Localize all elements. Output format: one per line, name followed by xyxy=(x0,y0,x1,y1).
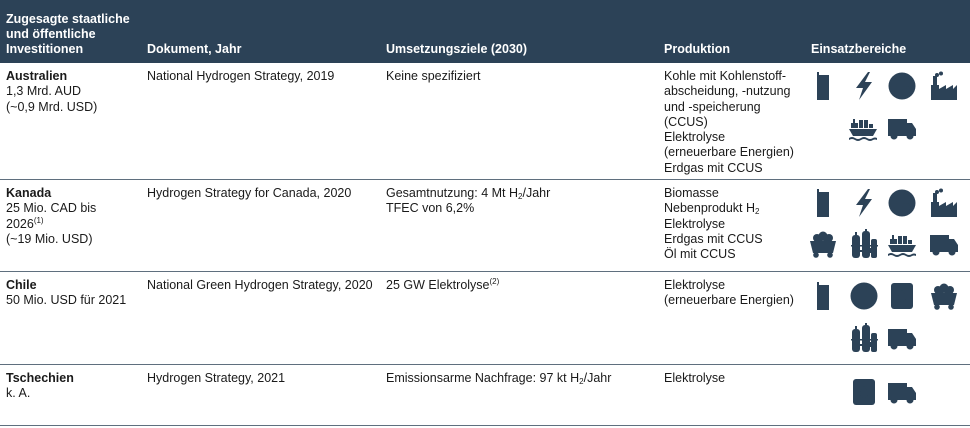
building-icon xyxy=(808,71,838,101)
mining-cart-icon xyxy=(929,281,959,311)
targets-cell xyxy=(386,278,499,293)
table-row xyxy=(0,365,970,426)
production-line: Kohle mit Kohlenstoff- xyxy=(664,69,787,83)
fuel-drop-icon xyxy=(887,281,917,311)
table-row xyxy=(0,272,970,365)
subscript: 2 xyxy=(755,207,760,217)
factory-icon xyxy=(929,188,959,218)
production-line: und -speicherung xyxy=(664,99,761,114)
document-cell: National Hydrogen Strategy, 2019 xyxy=(147,69,335,83)
investment-year: 2026 xyxy=(6,216,34,231)
truck-icon xyxy=(929,229,959,259)
production-cell xyxy=(664,371,725,386)
header-production: Produktion xyxy=(664,42,730,56)
subscript: 2 xyxy=(579,377,584,386)
target-line xyxy=(386,278,499,293)
production-line xyxy=(664,201,763,216)
target-line: Keine spezifiziert xyxy=(386,69,481,83)
header-investments-line1: Zugesagte staatliche xyxy=(6,12,130,26)
document-cell: National Green Hydrogen Strategy, 2020 xyxy=(147,278,373,292)
document-cell: Hydrogen Strategy for Canada, 2020 xyxy=(147,186,352,200)
table-row xyxy=(0,180,970,272)
country-name: Kanada xyxy=(6,186,52,200)
targets-cell xyxy=(386,69,481,84)
lightning-icon xyxy=(849,71,879,101)
header-usage: Einsatzbereiche xyxy=(811,42,907,56)
header-investments-line2: und öffentliche xyxy=(6,27,96,41)
production-line: Öl mit CCUS xyxy=(664,247,736,262)
production-line: Erdgas mit CCUS xyxy=(664,231,763,246)
investment-line: 50 Mio. USD für 2021 xyxy=(6,293,127,308)
country-name: Chile xyxy=(6,278,37,292)
production-line: Biomasse xyxy=(664,186,719,200)
production-line: (erneuerbare Energien) xyxy=(664,293,794,308)
target-line xyxy=(386,186,550,201)
globe-icon xyxy=(887,188,917,218)
subscript: 2 xyxy=(518,192,523,201)
target-line xyxy=(386,371,611,386)
globe-icon xyxy=(887,71,917,101)
investment-cell xyxy=(6,278,126,309)
footnote-marker: (1) xyxy=(33,215,44,225)
production-text: Nebenprodukt H xyxy=(664,201,756,216)
investment-line: (~19 Mio. USD) xyxy=(6,231,93,246)
building-icon xyxy=(808,281,838,311)
target-text: /Jahr xyxy=(522,186,551,200)
table-header xyxy=(0,0,970,63)
investment-line: (~0,9 Mrd. USD) xyxy=(6,99,98,114)
investment-cell xyxy=(6,69,97,115)
target-text: Emissionsarme Nachfrage: 97 kt H xyxy=(386,371,580,385)
production-line: Elektrolyse xyxy=(664,216,726,231)
truck-icon xyxy=(887,113,917,143)
production-cell xyxy=(664,186,763,262)
header-investments xyxy=(6,12,130,57)
factory-icon xyxy=(929,71,959,101)
targets-cell xyxy=(386,186,550,217)
ship-icon xyxy=(848,113,878,143)
mining-cart-icon xyxy=(808,229,838,259)
production-cell xyxy=(664,69,794,176)
investment-line xyxy=(6,217,96,232)
production-line: (CCUS) xyxy=(664,114,708,129)
fuel-drop-icon xyxy=(849,377,879,407)
target-line: TFEC von 6,2% xyxy=(386,201,475,216)
investment-line: 1,3 Mrd. AUD xyxy=(6,84,82,99)
lightning-icon xyxy=(849,188,879,218)
table-row xyxy=(0,63,970,180)
target-text: 25 GW Elektrolyse xyxy=(386,278,490,292)
production-line: Erdgas mit CCUS xyxy=(664,160,763,175)
document-cell: Hydrogen Strategy, 2021 xyxy=(147,371,286,385)
ship-icon xyxy=(887,229,917,259)
production-cell xyxy=(664,278,794,309)
truck-icon xyxy=(887,323,917,353)
investment-cell xyxy=(6,371,74,402)
chemical-plant-icon xyxy=(849,229,879,259)
targets-cell xyxy=(386,371,611,386)
investment-line: k. A. xyxy=(6,386,31,401)
footnote-marker: (2) xyxy=(489,277,500,286)
target-text: Gesamtnutzung: 4 Mt H xyxy=(386,186,519,200)
production-line: (erneuerbare Energien) xyxy=(664,145,794,160)
building-icon xyxy=(808,188,838,218)
header-document: Dokument, Jahr xyxy=(147,42,242,56)
country-name: Australien xyxy=(6,69,68,83)
header-investments-line3: Investitionen xyxy=(6,42,84,56)
header-targets: Umsetzungsziele (2030) xyxy=(386,42,528,56)
production-line: abscheidung, -nutzung xyxy=(664,84,791,99)
investment-cell xyxy=(6,186,96,247)
production-line: Elektrolyse xyxy=(664,130,726,145)
truck-icon xyxy=(887,377,917,407)
globe-icon xyxy=(849,281,879,311)
investment-line: 25 Mio. CAD bis xyxy=(6,201,97,216)
target-text: /Jahr xyxy=(583,371,612,385)
production-line: Elektrolyse xyxy=(664,371,726,385)
country-name: Tschechien xyxy=(6,371,74,385)
chemical-plant-icon xyxy=(849,323,879,353)
production-line: Elektrolyse xyxy=(664,278,726,292)
